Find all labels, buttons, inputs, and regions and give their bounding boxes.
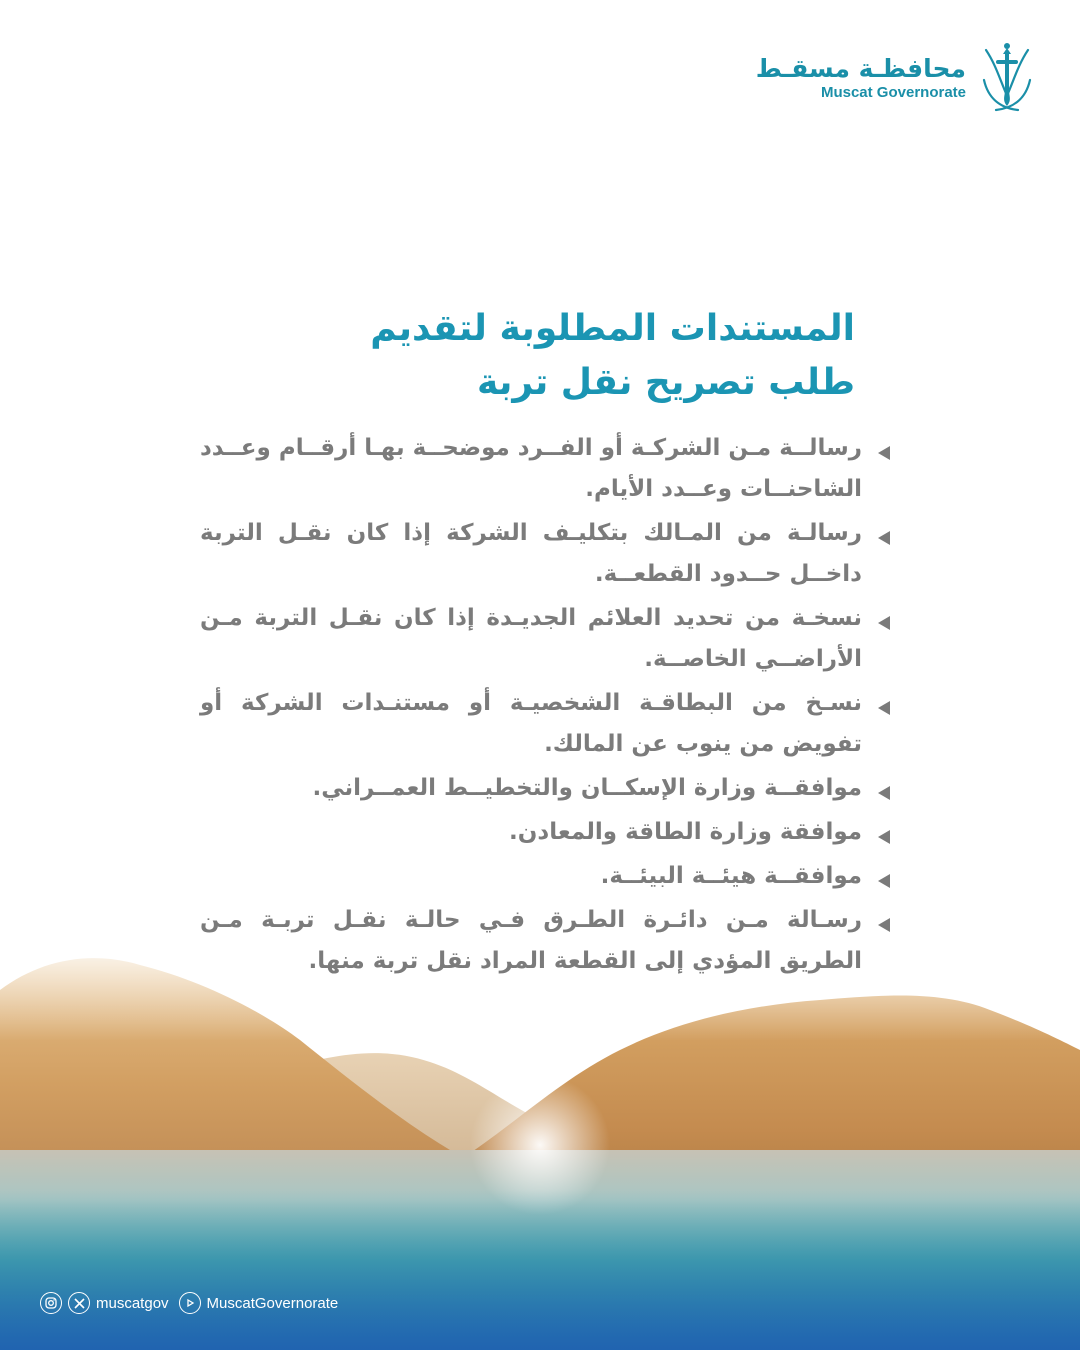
triangle-bullet-icon (878, 830, 890, 844)
list-item-text: موافقة وزارة الطاقة والمعادن. (509, 819, 862, 845)
x-icon[interactable] (68, 1292, 90, 1314)
governorate-logo (756, 40, 1036, 116)
triangle-bullet-icon (878, 616, 890, 630)
list-item (200, 513, 890, 595)
list-item (200, 768, 890, 809)
social-handle-muscatgov[interactable]: muscatgov (96, 1294, 169, 1312)
triangle-bullet-icon (878, 531, 890, 545)
social-footer (40, 1292, 338, 1314)
youtube-icon[interactable] (179, 1292, 201, 1314)
list-item-text: نسـخ من البطاقـة الشخصيـة أو مستنـدات الشركة أو تفويض من ينوب عن المالك. (200, 690, 862, 757)
list-item-text: موافقــة وزارة الإسكــان والتخطيــط العمــراني. (312, 775, 862, 801)
page-title (215, 302, 855, 410)
list-item (200, 428, 890, 510)
social-handle-muscatgovernorate[interactable]: MuscatGovernorate (206, 1294, 339, 1312)
list-item (200, 598, 890, 680)
list-item (200, 812, 890, 853)
logo-english-name: Muscat Governorate (820, 84, 966, 101)
requirements-list (200, 428, 890, 985)
triangle-bullet-icon (878, 446, 890, 460)
list-item-text: موافقــة هيئــة البيئــة. (600, 863, 862, 889)
list-item (200, 900, 890, 982)
list-item (200, 683, 890, 765)
list-item-text: رسالـة من المـالك بتكليـف الشركة إذا كان نقـل التربة داخــل حــدود القطعــة. (200, 520, 862, 587)
list-item-text: رسـالة مـن دائـرة الطـرق فـي حالـة نقـل تربـة مـن الطريق المؤدي إلى القطعة المراد نقل تربة منها. (200, 907, 862, 974)
oman-emblem-icon (978, 40, 1036, 116)
triangle-bullet-icon (878, 786, 890, 800)
triangle-bullet-icon (878, 701, 890, 715)
title-line-2: طلب تصريح نقل تربة (477, 362, 855, 403)
title-line-1: المستندات المطلوبة لتقديم (370, 308, 855, 349)
instagram-icon[interactable] (40, 1292, 62, 1314)
logo-arabic-name: محافظـة مسقـط (755, 54, 966, 83)
list-item-text: نسخـة من تحديد العلائم الجديـدة إذا كان نقـل التربة مـن الأراضــي الخاصــة. (200, 605, 862, 672)
list-item-text: رسالــة مـن الشركـة أو الفــرد موضحــة بهـا أرقــام وعــدد الشاحنــات وعــدد الأيام. (200, 435, 862, 502)
triangle-bullet-icon (878, 918, 890, 932)
triangle-bullet-icon (878, 874, 890, 888)
list-item (200, 856, 890, 897)
desert-landscape-image (0, 950, 1080, 1350)
